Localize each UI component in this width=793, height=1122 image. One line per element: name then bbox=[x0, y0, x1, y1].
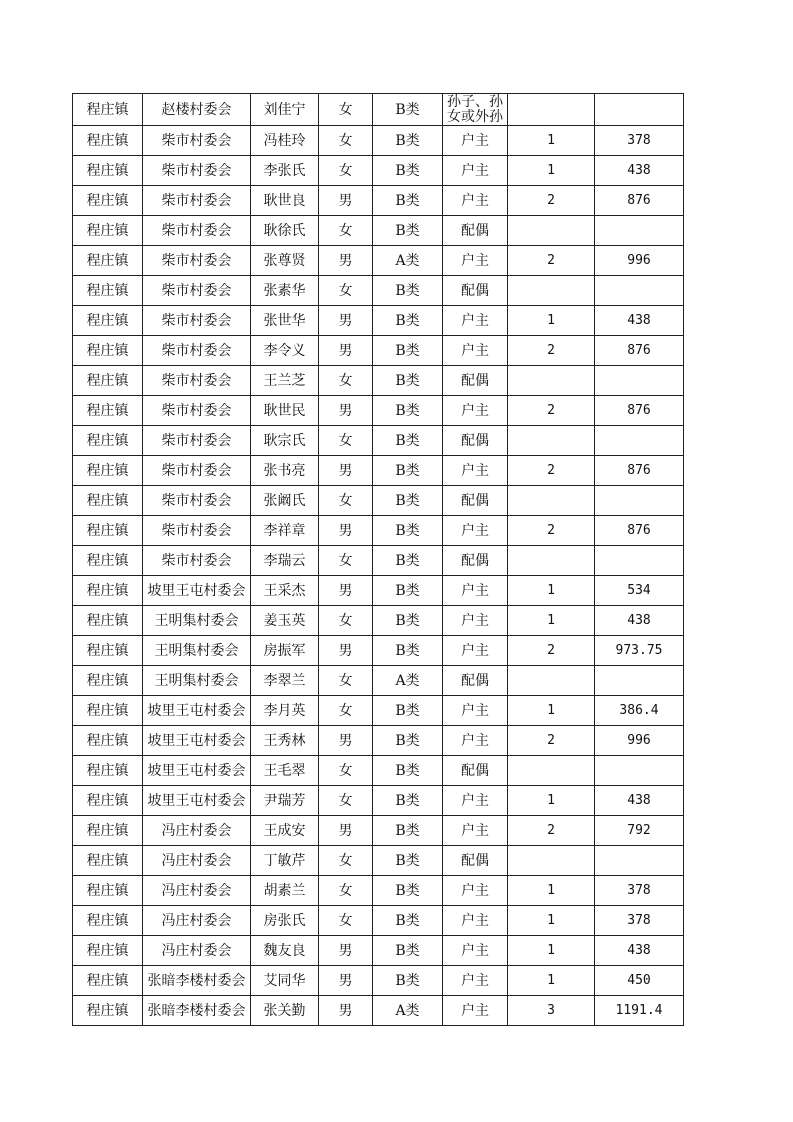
town-cell: 程庄镇 bbox=[73, 726, 143, 756]
village-cell: 柴市村委会 bbox=[143, 366, 251, 396]
household-size-cell: 2 bbox=[508, 186, 595, 216]
table-row bbox=[73, 516, 684, 546]
category-cell: B类 bbox=[373, 816, 443, 846]
village-cell: 柴市村委会 bbox=[143, 276, 251, 306]
household-size-cell: 2 bbox=[508, 246, 595, 276]
gender-cell: 男 bbox=[319, 996, 373, 1026]
category-cell: B类 bbox=[373, 306, 443, 336]
gender-cell: 男 bbox=[319, 966, 373, 996]
relation-cell: 配偶 bbox=[443, 366, 508, 396]
relation-cell: 配偶 bbox=[443, 546, 508, 576]
category-cell: B类 bbox=[373, 726, 443, 756]
village-cell: 柴市村委会 bbox=[143, 546, 251, 576]
household-size-cell: 1 bbox=[508, 156, 595, 186]
relation-cell: 户主 bbox=[443, 636, 508, 666]
amount-cell: 438 bbox=[595, 786, 684, 816]
table-row bbox=[73, 426, 684, 456]
category-cell: B类 bbox=[373, 126, 443, 156]
household-size-cell: 1 bbox=[508, 876, 595, 906]
table-row bbox=[73, 846, 684, 876]
gender-cell: 男 bbox=[319, 306, 373, 336]
name-cell: 张尊贤 bbox=[251, 246, 319, 276]
gender-cell: 男 bbox=[319, 576, 373, 606]
household-size-cell: 1 bbox=[508, 906, 595, 936]
amount-cell: 876 bbox=[595, 516, 684, 546]
name-cell: 张素华 bbox=[251, 276, 319, 306]
relation-cell: 户主 bbox=[443, 336, 508, 366]
village-cell: 赵楼村委会 bbox=[143, 94, 251, 126]
table-body bbox=[73, 94, 684, 1026]
household-size-cell bbox=[508, 756, 595, 786]
relation-cell: 户主 bbox=[443, 156, 508, 186]
category-cell: B类 bbox=[373, 546, 443, 576]
household-size-cell bbox=[508, 486, 595, 516]
household-size-cell: 2 bbox=[508, 816, 595, 846]
relation-cell: 配偶 bbox=[443, 426, 508, 456]
category-cell: B类 bbox=[373, 966, 443, 996]
name-cell: 姜玉英 bbox=[251, 606, 319, 636]
category-cell: B类 bbox=[373, 366, 443, 396]
category-cell: B类 bbox=[373, 696, 443, 726]
relation-cell: 户主 bbox=[443, 186, 508, 216]
table-row bbox=[73, 636, 684, 666]
table-row bbox=[73, 726, 684, 756]
category-cell: B类 bbox=[373, 336, 443, 366]
relation-cell: 户主 bbox=[443, 696, 508, 726]
village-cell: 王明集村委会 bbox=[143, 636, 251, 666]
table-row bbox=[73, 486, 684, 516]
gender-cell: 女 bbox=[319, 126, 373, 156]
amount-cell: 438 bbox=[595, 606, 684, 636]
household-size-cell: 2 bbox=[508, 636, 595, 666]
category-cell: B类 bbox=[373, 786, 443, 816]
gender-cell: 男 bbox=[319, 246, 373, 276]
name-cell: 张关勤 bbox=[251, 996, 319, 1026]
amount-cell bbox=[595, 486, 684, 516]
town-cell: 程庄镇 bbox=[73, 186, 143, 216]
relation-cell: 配偶 bbox=[443, 666, 508, 696]
town-cell: 程庄镇 bbox=[73, 996, 143, 1026]
name-cell: 王毛翠 bbox=[251, 756, 319, 786]
category-cell: B类 bbox=[373, 756, 443, 786]
relation-cell: 户主 bbox=[443, 126, 508, 156]
relation-cell: 配偶 bbox=[443, 846, 508, 876]
table-row bbox=[73, 246, 684, 276]
relation-cell: 配偶 bbox=[443, 756, 508, 786]
table-row bbox=[73, 216, 684, 246]
table-row bbox=[73, 666, 684, 696]
town-cell: 程庄镇 bbox=[73, 576, 143, 606]
village-cell: 柴市村委会 bbox=[143, 216, 251, 246]
amount-cell bbox=[595, 666, 684, 696]
gender-cell: 男 bbox=[319, 816, 373, 846]
household-size-cell: 2 bbox=[508, 726, 595, 756]
relation-cell: 户主 bbox=[443, 516, 508, 546]
village-cell: 柴市村委会 bbox=[143, 396, 251, 426]
town-cell: 程庄镇 bbox=[73, 666, 143, 696]
name-cell: 李祥章 bbox=[251, 516, 319, 546]
town-cell: 程庄镇 bbox=[73, 876, 143, 906]
village-cell: 坡里王屯村委会 bbox=[143, 756, 251, 786]
amount-cell: 1191.4 bbox=[595, 996, 684, 1026]
town-cell: 程庄镇 bbox=[73, 606, 143, 636]
name-cell: 丁敏芹 bbox=[251, 846, 319, 876]
household-size-cell: 2 bbox=[508, 336, 595, 366]
category-cell: B类 bbox=[373, 576, 443, 606]
household-size-cell bbox=[508, 426, 595, 456]
name-cell: 胡素兰 bbox=[251, 876, 319, 906]
town-cell: 程庄镇 bbox=[73, 426, 143, 456]
village-cell: 柴市村委会 bbox=[143, 126, 251, 156]
amount-cell: 438 bbox=[595, 936, 684, 966]
amount-cell: 876 bbox=[595, 456, 684, 486]
name-cell: 王成安 bbox=[251, 816, 319, 846]
town-cell: 程庄镇 bbox=[73, 396, 143, 426]
category-cell: B类 bbox=[373, 906, 443, 936]
relation-cell: 户主 bbox=[443, 816, 508, 846]
name-cell: 房振军 bbox=[251, 636, 319, 666]
gender-cell: 女 bbox=[319, 756, 373, 786]
relation-cell: 孙子、孙女或外孙 bbox=[443, 94, 508, 126]
gender-cell: 女 bbox=[319, 666, 373, 696]
relation-cell: 户主 bbox=[443, 936, 508, 966]
name-cell: 耿世良 bbox=[251, 186, 319, 216]
village-cell: 坡里王屯村委会 bbox=[143, 786, 251, 816]
village-cell: 冯庄村委会 bbox=[143, 846, 251, 876]
town-cell: 程庄镇 bbox=[73, 936, 143, 966]
table-row bbox=[73, 996, 684, 1026]
category-cell: B类 bbox=[373, 396, 443, 426]
table-row bbox=[73, 966, 684, 996]
name-cell: 李翠兰 bbox=[251, 666, 319, 696]
table-row bbox=[73, 156, 684, 186]
village-cell: 冯庄村委会 bbox=[143, 816, 251, 846]
village-cell: 柴市村委会 bbox=[143, 186, 251, 216]
amount-cell: 534 bbox=[595, 576, 684, 606]
gender-cell: 男 bbox=[319, 726, 373, 756]
amount-cell bbox=[595, 366, 684, 396]
town-cell: 程庄镇 bbox=[73, 486, 143, 516]
gender-cell: 男 bbox=[319, 396, 373, 426]
town-cell: 程庄镇 bbox=[73, 276, 143, 306]
gender-cell: 女 bbox=[319, 94, 373, 126]
table-row bbox=[73, 396, 684, 426]
amount-cell: 450 bbox=[595, 966, 684, 996]
gender-cell: 女 bbox=[319, 276, 373, 306]
table-row bbox=[73, 876, 684, 906]
household-size-cell: 1 bbox=[508, 936, 595, 966]
name-cell: 王秀林 bbox=[251, 726, 319, 756]
category-cell: B类 bbox=[373, 456, 443, 486]
household-size-cell: 1 bbox=[508, 966, 595, 996]
amount-cell bbox=[595, 756, 684, 786]
town-cell: 程庄镇 bbox=[73, 156, 143, 186]
amount-cell: 438 bbox=[595, 306, 684, 336]
table-row bbox=[73, 816, 684, 846]
name-cell: 张书亮 bbox=[251, 456, 319, 486]
category-cell: B类 bbox=[373, 94, 443, 126]
name-cell: 李令义 bbox=[251, 336, 319, 366]
category-cell: B类 bbox=[373, 156, 443, 186]
relation-cell: 户主 bbox=[443, 996, 508, 1026]
gender-cell: 男 bbox=[319, 936, 373, 966]
amount-cell: 996 bbox=[595, 246, 684, 276]
household-size-cell bbox=[508, 216, 595, 246]
relation-cell: 户主 bbox=[443, 906, 508, 936]
amount-cell: 876 bbox=[595, 396, 684, 426]
name-cell: 耿世民 bbox=[251, 396, 319, 426]
town-cell: 程庄镇 bbox=[73, 756, 143, 786]
category-cell: B类 bbox=[373, 846, 443, 876]
gender-cell: 女 bbox=[319, 216, 373, 246]
relation-cell: 户主 bbox=[443, 786, 508, 816]
household-size-cell: 1 bbox=[508, 126, 595, 156]
name-cell: 艾同华 bbox=[251, 966, 319, 996]
household-size-cell bbox=[508, 846, 595, 876]
household-size-cell bbox=[508, 666, 595, 696]
household-size-cell: 2 bbox=[508, 516, 595, 546]
amount-cell: 378 bbox=[595, 906, 684, 936]
relation-cell: 户主 bbox=[443, 876, 508, 906]
name-cell: 魏友良 bbox=[251, 936, 319, 966]
village-cell: 柴市村委会 bbox=[143, 516, 251, 546]
household-size-cell bbox=[508, 94, 595, 126]
amount-cell bbox=[595, 276, 684, 306]
amount-cell bbox=[595, 426, 684, 456]
town-cell: 程庄镇 bbox=[73, 126, 143, 156]
village-cell: 张暗李楼村委会 bbox=[143, 966, 251, 996]
household-size-cell bbox=[508, 276, 595, 306]
gender-cell: 男 bbox=[319, 456, 373, 486]
category-cell: B类 bbox=[373, 876, 443, 906]
gender-cell: 女 bbox=[319, 786, 373, 816]
amount-cell: 378 bbox=[595, 876, 684, 906]
name-cell: 王兰芝 bbox=[251, 366, 319, 396]
name-cell: 耿宗氏 bbox=[251, 426, 319, 456]
table-row bbox=[73, 546, 684, 576]
town-cell: 程庄镇 bbox=[73, 94, 143, 126]
name-cell: 李瑞云 bbox=[251, 546, 319, 576]
village-cell: 冯庄村委会 bbox=[143, 876, 251, 906]
category-cell: B类 bbox=[373, 426, 443, 456]
category-cell: A类 bbox=[373, 666, 443, 696]
category-cell: B类 bbox=[373, 216, 443, 246]
town-cell: 程庄镇 bbox=[73, 516, 143, 546]
gender-cell: 女 bbox=[319, 606, 373, 636]
name-cell: 冯桂玲 bbox=[251, 126, 319, 156]
household-size-cell: 1 bbox=[508, 576, 595, 606]
table-row bbox=[73, 936, 684, 966]
town-cell: 程庄镇 bbox=[73, 786, 143, 816]
relation-cell: 户主 bbox=[443, 456, 508, 486]
name-cell: 房张氏 bbox=[251, 906, 319, 936]
gender-cell: 女 bbox=[319, 486, 373, 516]
town-cell: 程庄镇 bbox=[73, 846, 143, 876]
table-row bbox=[73, 336, 684, 366]
village-cell: 坡里王屯村委会 bbox=[143, 576, 251, 606]
table-row bbox=[73, 786, 684, 816]
gender-cell: 女 bbox=[319, 546, 373, 576]
gender-cell: 女 bbox=[319, 426, 373, 456]
category-cell: A类 bbox=[373, 246, 443, 276]
village-cell: 坡里王屯村委会 bbox=[143, 696, 251, 726]
name-cell: 张世华 bbox=[251, 306, 319, 336]
table-row bbox=[73, 696, 684, 726]
amount-cell: 876 bbox=[595, 336, 684, 366]
relation-cell: 户主 bbox=[443, 246, 508, 276]
gender-cell: 女 bbox=[319, 846, 373, 876]
village-cell: 张暗李楼村委会 bbox=[143, 996, 251, 1026]
village-cell: 柴市村委会 bbox=[143, 456, 251, 486]
name-cell: 李张氏 bbox=[251, 156, 319, 186]
category-cell: B类 bbox=[373, 516, 443, 546]
village-cell: 冯庄村委会 bbox=[143, 906, 251, 936]
village-cell: 柴市村委会 bbox=[143, 246, 251, 276]
table-row bbox=[73, 126, 684, 156]
village-cell: 柴市村委会 bbox=[143, 306, 251, 336]
village-cell: 柴市村委会 bbox=[143, 336, 251, 366]
amount-cell: 438 bbox=[595, 156, 684, 186]
amount-cell bbox=[595, 546, 684, 576]
relation-cell: 户主 bbox=[443, 306, 508, 336]
gender-cell: 男 bbox=[319, 336, 373, 366]
town-cell: 程庄镇 bbox=[73, 636, 143, 666]
village-cell: 坡里王屯村委会 bbox=[143, 726, 251, 756]
gender-cell: 男 bbox=[319, 186, 373, 216]
gender-cell: 女 bbox=[319, 906, 373, 936]
table-row bbox=[73, 756, 684, 786]
amount-cell: 876 bbox=[595, 186, 684, 216]
category-cell: A类 bbox=[373, 996, 443, 1026]
gender-cell: 女 bbox=[319, 156, 373, 186]
category-cell: B类 bbox=[373, 486, 443, 516]
household-size-cell: 2 bbox=[508, 396, 595, 426]
name-cell: 耿徐氏 bbox=[251, 216, 319, 246]
town-cell: 程庄镇 bbox=[73, 546, 143, 576]
gender-cell: 女 bbox=[319, 696, 373, 726]
table-row bbox=[73, 456, 684, 486]
gender-cell: 女 bbox=[319, 366, 373, 396]
town-cell: 程庄镇 bbox=[73, 306, 143, 336]
category-cell: B类 bbox=[373, 186, 443, 216]
gender-cell: 男 bbox=[319, 516, 373, 546]
relation-cell: 户主 bbox=[443, 396, 508, 426]
household-size-cell: 1 bbox=[508, 696, 595, 726]
household-size-cell: 1 bbox=[508, 306, 595, 336]
amount-cell: 378 bbox=[595, 126, 684, 156]
amount-cell bbox=[595, 216, 684, 246]
town-cell: 程庄镇 bbox=[73, 816, 143, 846]
name-cell: 张阚氏 bbox=[251, 486, 319, 516]
amount-cell: 973.75 bbox=[595, 636, 684, 666]
gender-cell: 男 bbox=[319, 636, 373, 666]
town-cell: 程庄镇 bbox=[73, 366, 143, 396]
table-row bbox=[73, 576, 684, 606]
town-cell: 程庄镇 bbox=[73, 456, 143, 486]
household-size-cell bbox=[508, 366, 595, 396]
relation-cell: 配偶 bbox=[443, 486, 508, 516]
amount-cell: 386.4 bbox=[595, 696, 684, 726]
town-cell: 程庄镇 bbox=[73, 336, 143, 366]
category-cell: B类 bbox=[373, 276, 443, 306]
amount-cell bbox=[595, 94, 684, 126]
name-cell: 尹瑞芳 bbox=[251, 786, 319, 816]
amount-cell: 792 bbox=[595, 816, 684, 846]
town-cell: 程庄镇 bbox=[73, 696, 143, 726]
table-row bbox=[73, 94, 684, 126]
household-size-cell: 1 bbox=[508, 606, 595, 636]
amount-cell bbox=[595, 846, 684, 876]
table-row bbox=[73, 186, 684, 216]
category-cell: B类 bbox=[373, 636, 443, 666]
village-cell: 柴市村委会 bbox=[143, 156, 251, 186]
village-cell: 王明集村委会 bbox=[143, 606, 251, 636]
household-size-cell: 2 bbox=[508, 456, 595, 486]
village-cell: 柴市村委会 bbox=[143, 426, 251, 456]
table-row bbox=[73, 276, 684, 306]
town-cell: 程庄镇 bbox=[73, 906, 143, 936]
village-cell: 王明集村委会 bbox=[143, 666, 251, 696]
relief-roster-table bbox=[72, 93, 684, 1026]
name-cell: 李月英 bbox=[251, 696, 319, 726]
household-size-cell: 1 bbox=[508, 786, 595, 816]
name-cell: 王采杰 bbox=[251, 576, 319, 606]
gender-cell: 女 bbox=[319, 876, 373, 906]
name-cell: 刘佳宁 bbox=[251, 94, 319, 126]
town-cell: 程庄镇 bbox=[73, 216, 143, 246]
town-cell: 程庄镇 bbox=[73, 966, 143, 996]
table-row bbox=[73, 606, 684, 636]
relation-cell: 户主 bbox=[443, 966, 508, 996]
household-size-cell bbox=[508, 546, 595, 576]
relation-cell: 配偶 bbox=[443, 216, 508, 246]
category-cell: B类 bbox=[373, 606, 443, 636]
village-cell: 冯庄村委会 bbox=[143, 936, 251, 966]
relation-cell: 户主 bbox=[443, 606, 508, 636]
town-cell: 程庄镇 bbox=[73, 246, 143, 276]
relation-cell: 户主 bbox=[443, 576, 508, 606]
table-row bbox=[73, 906, 684, 936]
amount-cell: 996 bbox=[595, 726, 684, 756]
category-cell: B类 bbox=[373, 936, 443, 966]
table-row bbox=[73, 366, 684, 396]
village-cell: 柴市村委会 bbox=[143, 486, 251, 516]
relation-cell: 配偶 bbox=[443, 276, 508, 306]
table-row bbox=[73, 306, 684, 336]
relation-cell: 户主 bbox=[443, 726, 508, 756]
household-size-cell: 3 bbox=[508, 996, 595, 1026]
